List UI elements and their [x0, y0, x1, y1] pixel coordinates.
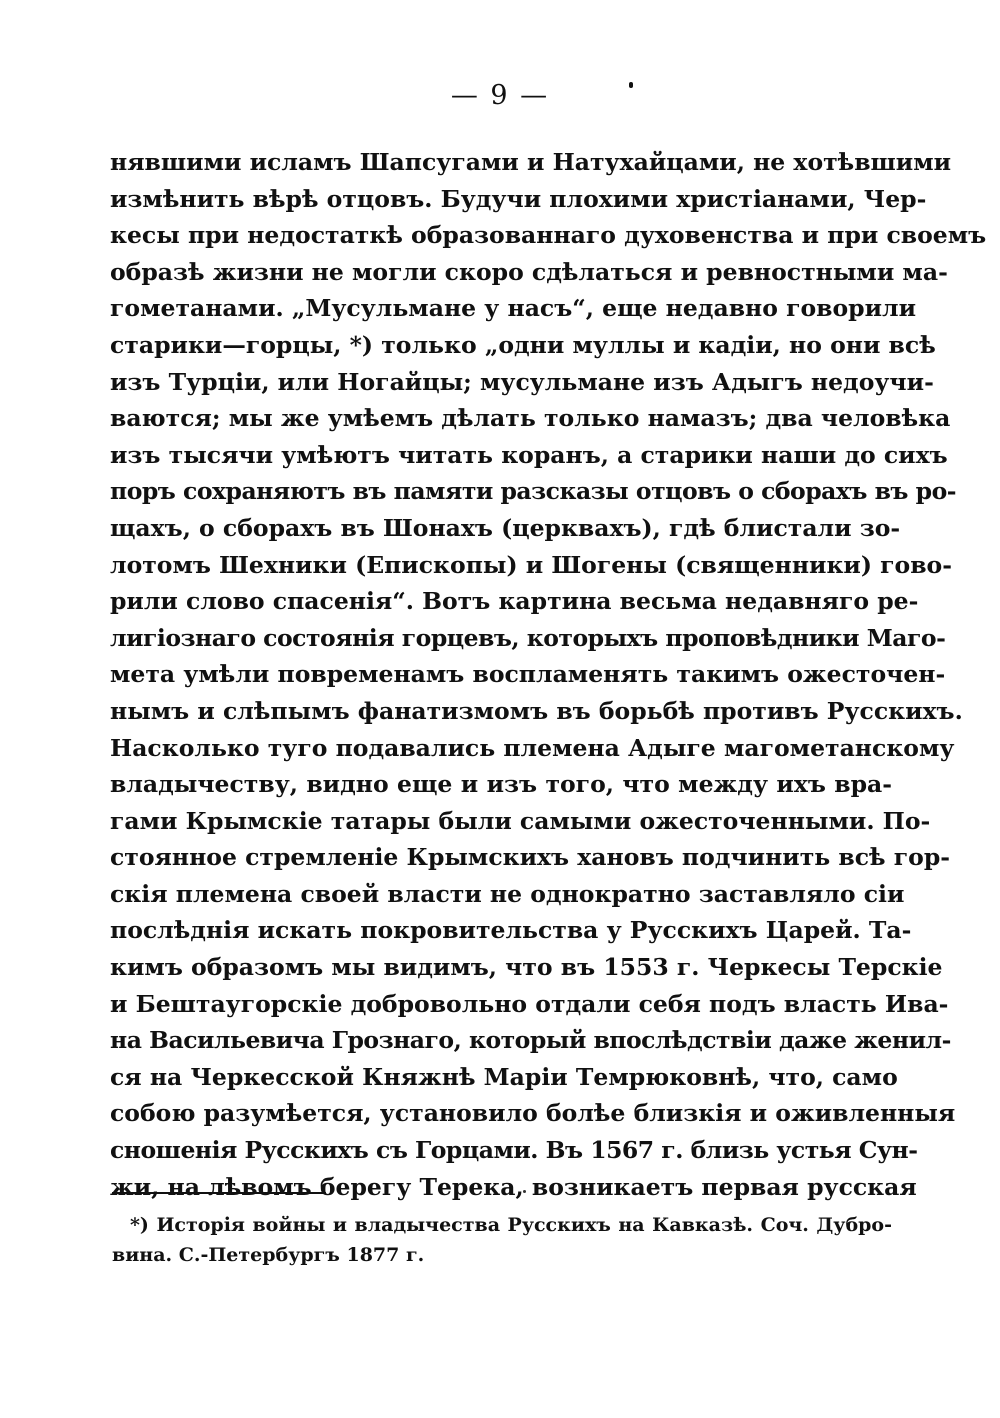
text-line: стоянное стремленіе Крымскихъ хановъ подчинить всѣ гор-: [110, 843, 951, 872]
text-line: лотомъ Шехники (Епископы) и Шогены (священники) гово-: [110, 550, 952, 579]
print-speck: [629, 82, 633, 88]
text-line: собою разумѣется, установило болѣе близкія и оживленныя: [110, 1099, 956, 1128]
text-line: ваются; мы же умѣемъ дѣлать только намазъ; два человѣка: [110, 404, 951, 433]
text-line: послѣднія искать покровительства у Русскихъ Царей. Та-: [110, 916, 912, 945]
footnote-divider: [112, 1192, 326, 1194]
text-line: Насколько туго подавались племена Адыге магометанскому: [110, 733, 955, 762]
text-line: нявшими исламъ Шапсугами и Натухайцами, не хотѣвшими: [110, 148, 952, 176]
text-line: нымъ и слѣпымъ фанатизмомъ въ борьбѣ противъ Русскихъ.: [110, 696, 963, 725]
text-line: гами Крымскіе татары были самыми ожесточенными. По-: [110, 806, 931, 835]
footnote-line: вина. С.-Петербургъ 1877 г.: [112, 1244, 425, 1266]
page-number: — 9 —: [450, 80, 550, 111]
text-line: изъ тысячи умѣютъ читать коранъ, а старики наши до сихъ: [110, 440, 948, 469]
body-text: [110, 144, 987, 1205]
text-line: мета умѣли повременамъ воспламенять такимъ ожесточен-: [110, 660, 946, 689]
text-line: сношенія Русскихъ съ Горцами. Въ 1567 г. близь устья Сун-: [110, 1136, 918, 1165]
text-line: владычеству, видно еще и изъ того, что между ихъ вра-: [110, 770, 892, 799]
text-line: измѣнить вѣрѣ отцовъ. Будучи плохими христіанами, Чер-: [110, 184, 927, 213]
footnote: [112, 1210, 892, 1270]
footnote-line: *) Исторія войны и владычества Русскихъ на Кавказѣ. Соч. Дубро-: [130, 1214, 892, 1236]
text-line: на Васильевича Грознаго, который впослѣдствіи даже женил-: [110, 1026, 951, 1055]
text-line: гометанами. „Мусульмане у насъ“, еще недавно говорили: [110, 294, 917, 323]
text-line: старики—горцы, *) только „одни муллы и кадіи, но они всѣ: [110, 330, 936, 359]
text-line: кимъ образомъ мы видимъ, что въ 1553 г. Черкесы Терскіе: [110, 953, 943, 982]
text-line: образѣ жизни не могли скоро сдѣлаться и ревностными ма-: [110, 257, 948, 286]
text-line: ся на Черкесской Княжнѣ Маріи Темрюковнѣ, что, само: [110, 1062, 898, 1091]
text-line: скія племена своей власти не однократно заставляло сіи: [110, 879, 905, 908]
text-line: кесы при недостаткѣ образованнаго духовенства и при своемъ: [110, 221, 987, 250]
text-line: и Бештаугорскіе добровольно отдали себя подъ власть Ива-: [110, 989, 949, 1018]
text-line: рили слово спасенія“. Вотъ картина весьма недавняго ре-: [110, 587, 919, 616]
text-line: щахъ, о сборахъ въ Шонахъ (церквахъ), гдѣ блистали зо-: [110, 513, 901, 542]
text-line: лигіознаго состоянія горцевъ, которыхъ проповѣдники Маго-: [110, 623, 946, 652]
text-line: поръ сохраняютъ въ памяти разсказы отцовъ о сборахъ въ ро-: [110, 477, 956, 506]
text-line: жи, на лѣвомъ берегу Терека, возникаетъ первая русская: [110, 1172, 917, 1201]
text-line: изъ Турціи, или Ногайцы; мусульмане изъ Адыгъ недоучи-: [110, 367, 934, 396]
